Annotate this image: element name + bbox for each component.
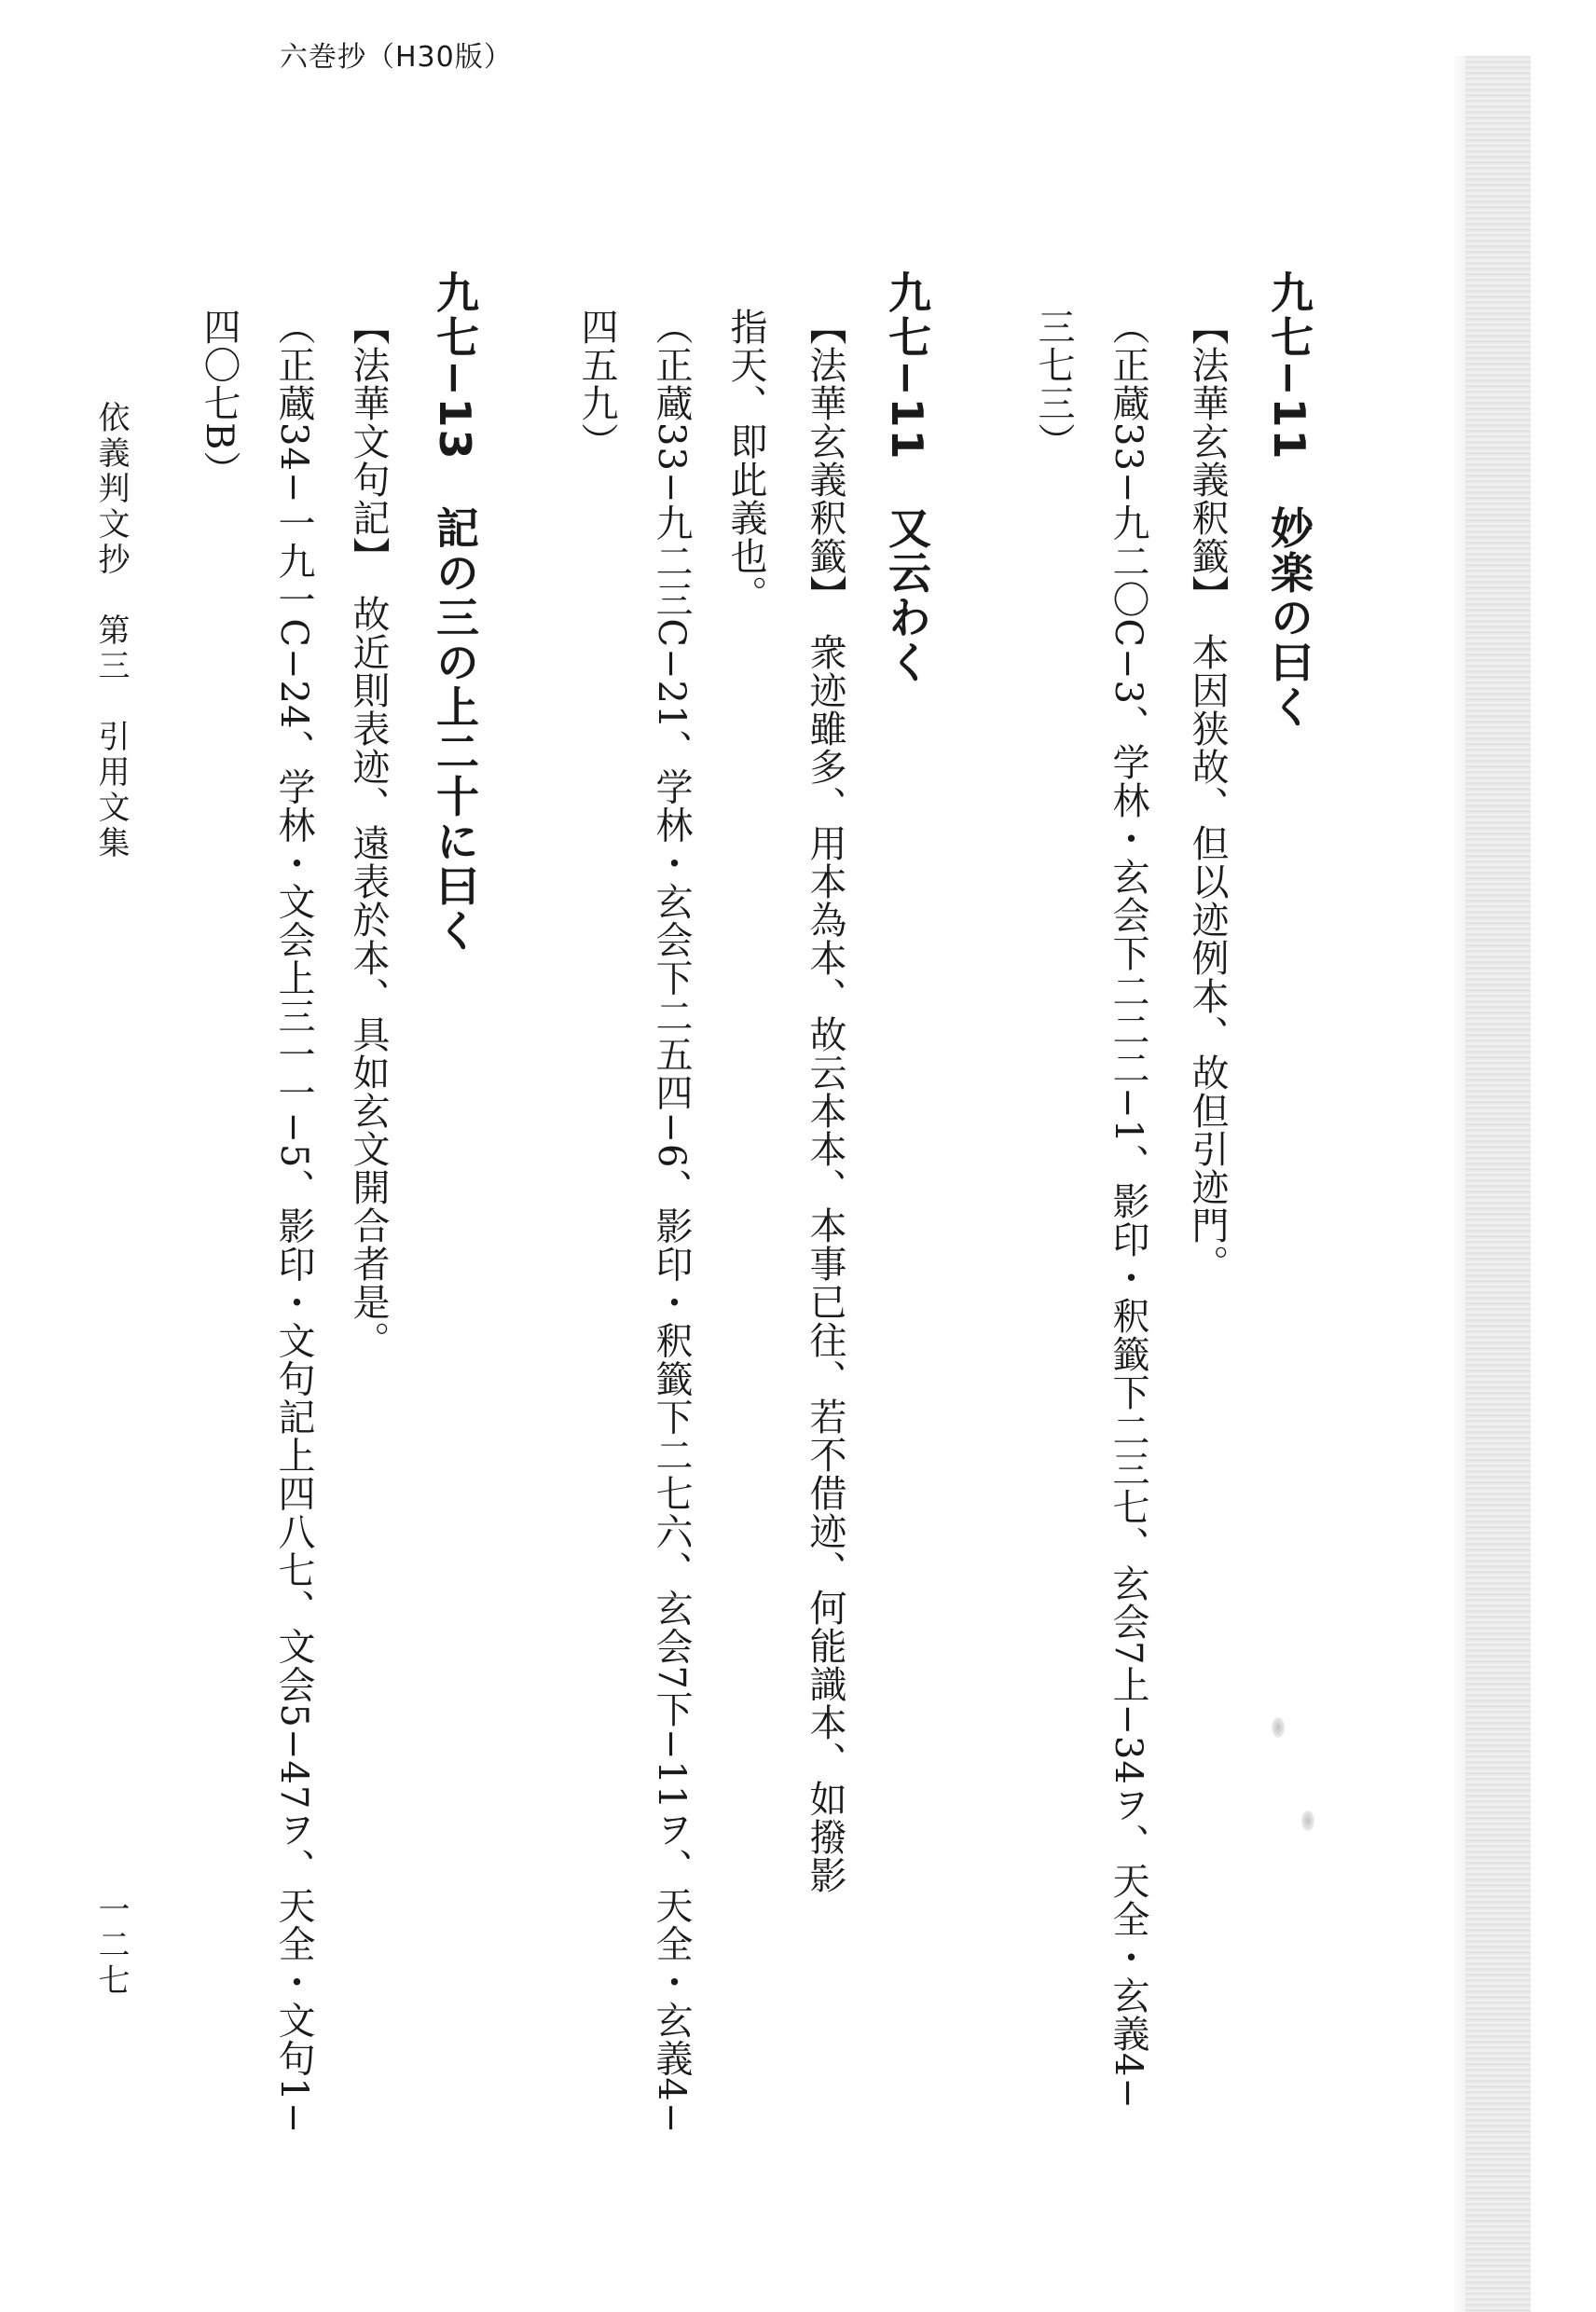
section-heading: 九七−11 妙楽の曰く xyxy=(1264,270,1314,730)
citation-text: 【法華文句記】 故近則表迹、遠表於本、具如玄文開合者是。 xyxy=(347,308,390,1359)
page-number: 一二七 xyxy=(92,1892,130,1999)
citation-reference: （正蔵33−九二三C−21、学林・玄会下二五四−6、影印・釈籤下二七六、玄会7下−11ヲ、天全・玄義4− xyxy=(650,308,693,2135)
citation-text: 【法華玄義釈籤】 衆迹雖多、用本為本、故云本本、本事已往、若不借迹、何能識本、如撥影 xyxy=(804,308,846,1894)
book-footer: 依義判文抄 第三 引用文集 xyxy=(92,401,130,861)
citation-reference: （正蔵33−九二〇C−3、学林・玄会下二二二−1、影印・釈籤下二三七、玄会7上−34ヲ、天全・玄義4− xyxy=(1107,308,1149,2110)
citation-reference-cont: 四五九） xyxy=(575,308,618,461)
citation-reference-cont: 三七三） xyxy=(1032,308,1075,461)
scan-speck xyxy=(1272,1717,1285,1738)
citation-reference-cont: 四〇七B） xyxy=(198,308,241,489)
section-heading: 九七−11 又云わく xyxy=(882,270,932,685)
section-heading: 九七−13 記の三の上二十に曰く xyxy=(430,270,480,954)
book-header: 六巻抄（H30版） xyxy=(280,41,513,74)
scan-edge-shadow xyxy=(1465,56,1531,2312)
citation-text: 【法華玄義釈籤】 本因狭故、但以迹例本、故但引迹門。 xyxy=(1186,308,1229,1283)
citation-text-cont: 指天、即此義也。 xyxy=(724,308,767,613)
citation-reference: （正蔵34−一九一C−24、学林・文会上三一一−5、影印・文句記上四八七、文会5−47ヲ、天全・文句1− xyxy=(272,308,315,2135)
scan-speck xyxy=(1301,1810,1314,1831)
